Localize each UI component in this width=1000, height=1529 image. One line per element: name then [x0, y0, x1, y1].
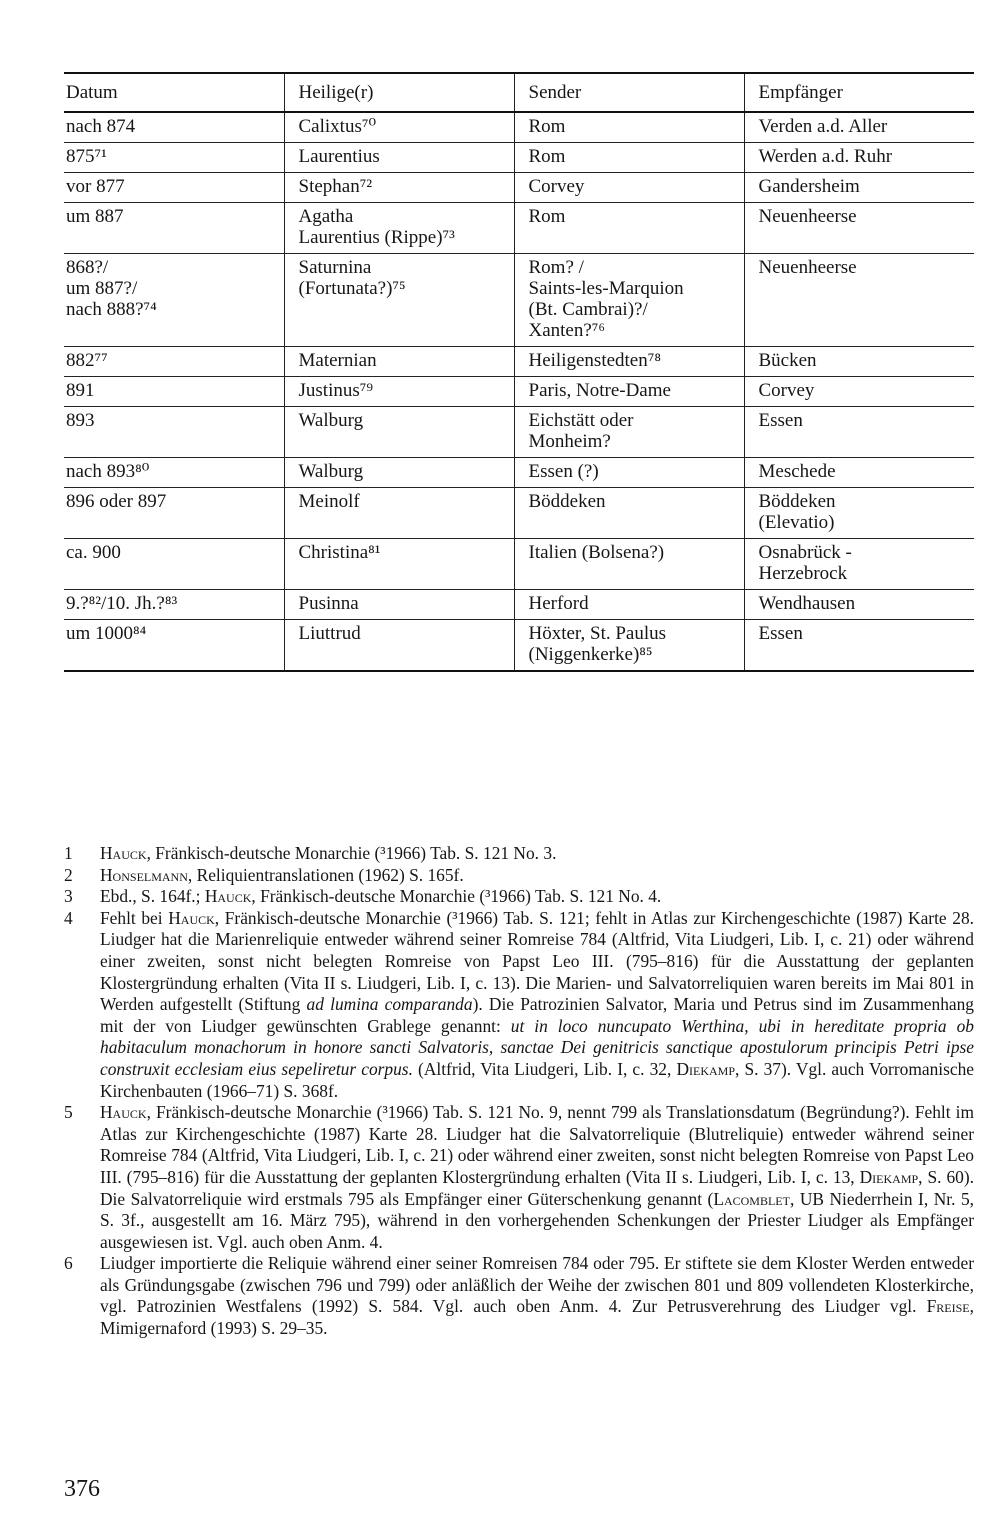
cell-line: Walburg	[298, 461, 364, 482]
footnote	[64, 843, 974, 865]
author-name: Hauck	[204, 886, 252, 907]
cell-line: Maternian	[298, 350, 377, 371]
table-row	[64, 254, 974, 347]
cell-line: 868?/	[66, 257, 109, 278]
cell-line: Eichstätt oder	[528, 410, 634, 431]
cell-line: um 887?/	[66, 278, 138, 299]
cell-empfaenger	[744, 112, 974, 143]
cell-datum	[64, 590, 284, 620]
cell-line: Italien (Bolsena?)	[528, 542, 665, 563]
table-header	[64, 73, 974, 112]
cell-line: 891	[66, 380, 95, 401]
cell-sender	[514, 254, 744, 347]
footnote-segment: , Mimigernaford (1993) S. 29–35.	[100, 1296, 974, 1339]
cell-line: Rom	[528, 206, 566, 227]
footnote-segment: Ebd., S. 164f.;	[100, 886, 205, 907]
cell-empfaenger	[744, 539, 974, 590]
cell-heilige	[284, 590, 514, 620]
cell-sender	[514, 539, 744, 590]
footnote	[64, 886, 974, 908]
cell-empfaenger	[744, 347, 974, 377]
cell-datum	[64, 488, 284, 539]
table-row	[64, 143, 974, 173]
cell-line: Böddeken	[528, 491, 606, 512]
cell-line: Essen (?)	[528, 461, 599, 482]
cell-line: Paris, Notre-Dame	[528, 380, 671, 401]
table-row	[64, 407, 974, 458]
author-name: Lacomblet	[713, 1188, 790, 1209]
cell-line: um 887	[66, 206, 124, 227]
author-name: Diekamp	[859, 1166, 919, 1187]
cell-line: 882⁷⁷	[66, 350, 108, 371]
cell-datum	[64, 203, 284, 254]
cell-line: Justinus⁷⁹	[298, 380, 373, 401]
cell-line: Saints-les-Marquion	[528, 278, 684, 299]
cell-sender	[514, 458, 744, 488]
footnote-segment: , Fränkisch-deutsche Monarchie (³1966) Tab. S. 121 No. 4.	[251, 886, 662, 907]
cell-line: Gandersheim	[758, 176, 860, 197]
cell-datum	[64, 112, 284, 143]
table-row	[64, 203, 974, 254]
cell-sender	[514, 143, 744, 173]
latin-quote: ad lumina comparanda	[306, 994, 473, 1015]
footnote	[64, 865, 974, 887]
cell-line: Corvey	[528, 176, 585, 197]
footnote-segment: , S. 60). Die Salvatorreliquie wird erstmals 795 als Empfänger einer Güterschenkung genannt (	[100, 1166, 974, 1209]
footnote-segment: , Fränkisch-deutsche Monarchie (³1966) Tab. S. 121; fehlt in Atlas zur Kirchengeschichte (1987) Karte 28. Liudger hat die Marienreliquie entweder während seiner Romreise 784 (Altfrid, Vita Liudgeri, Lib. I, c. 21) oder während einer zweiten, sonst nicht belegten Romreise von Papst Leo III. (795–816) für die Ausstattung der geplanten Klostergründung erhalten (Vita II s. Liudgeri, Lib. I, c. 13). Die Marien- und Salvatorreliquien waren bereits im Mai 801 in Werden aufgestellt (Stiftung	[100, 907, 974, 1015]
footnote-segment: , Fränkisch-deutsche Monarchie (³1966) Tab. S. 121 No. 3.	[146, 843, 557, 863]
cell-line: Pusinna	[298, 593, 359, 614]
cell-line: 896 oder 897	[66, 491, 167, 512]
author-name: Hauck	[100, 1102, 147, 1123]
cell-empfaenger	[744, 254, 974, 347]
cell-line: Rom	[528, 116, 566, 137]
footnote-text	[100, 865, 974, 887]
cell-empfaenger	[744, 620, 974, 672]
footnote-segment: , UB Niederrhein I, Nr. 5, S. 3f., ausgestellt am 16. März 795), während in den vorhergehenden Schenkungen der Priester Liudger als Empfänger ausgewiesen ist. Vgl. auch oben Anm. 4.	[100, 1188, 974, 1252]
table-row	[64, 173, 974, 203]
cell-empfaenger	[744, 173, 974, 203]
cell-line: 9.?⁸²/10. Jh.?⁸³	[66, 593, 178, 614]
cell-line: Herzebrock	[758, 563, 848, 584]
cell-datum	[64, 254, 284, 347]
cell-line: nach 874	[66, 116, 136, 137]
footnote-text	[100, 886, 974, 908]
table-row	[64, 539, 974, 590]
relic-translation-table	[64, 72, 974, 672]
cell-line: Heiligenstedten⁷⁸	[528, 350, 661, 371]
cell-sender	[514, 590, 744, 620]
author-name: Honselmann	[100, 864, 188, 885]
cell-line: Rom? /	[528, 257, 584, 278]
table-row	[64, 458, 974, 488]
cell-line: Essen	[758, 623, 803, 644]
footnote-segment: (Altfrid, Vita Liudgeri, Lib. I, c. 32,	[412, 1058, 677, 1079]
cell-heilige	[284, 377, 514, 407]
cell-empfaenger	[744, 590, 974, 620]
cell-heilige	[284, 458, 514, 488]
footnote-number: 5	[64, 1102, 73, 1123]
footnote-segment: Liudger importierte die Reliquie während einer seiner Romreisen 784 oder 795. Er stiftete sie dem Kloster Werden entweder als Gründungsgabe (zwischen 796 und 799) oder anläßlich der Weihe der zwischen 801 und 809 vollendeten Klosterkirche, vgl. Patrozinien Westfalens (1992) S. 584. Vgl. auch oben Anm. 4. Zur Petrusverehrung des Liudger vgl.	[100, 1253, 974, 1317]
cell-heilige	[284, 539, 514, 590]
footnote	[64, 1253, 974, 1339]
cell-sender	[514, 620, 744, 672]
cell-datum	[64, 377, 284, 407]
page-number: 376	[64, 1476, 100, 1502]
cell-sender	[514, 112, 744, 143]
cell-line: Calixtus⁷⁰	[298, 116, 377, 137]
cell-line: Agatha	[298, 206, 354, 227]
cell-line: Meschede	[758, 461, 836, 482]
cell-empfaenger	[744, 458, 974, 488]
cell-line: Bücken	[758, 350, 817, 371]
footnote-number: 2	[64, 864, 73, 885]
table-row	[64, 347, 974, 377]
cell-empfaenger	[744, 377, 974, 407]
cell-datum	[64, 143, 284, 173]
cell-line: (Bt. Cambrai)?/	[528, 299, 648, 320]
cell-line: Christina⁸¹	[298, 542, 381, 563]
cell-line: Höxter, St. Paulus	[528, 623, 667, 644]
cell-line: Liuttrud	[298, 623, 361, 644]
cell-empfaenger	[744, 143, 974, 173]
column-header-heilige: Heilige(r)	[284, 73, 514, 112]
cell-line: um 1000⁸⁴	[66, 623, 147, 644]
footnotes	[64, 843, 974, 1340]
column-header-sender: Sender	[514, 73, 744, 112]
cell-line: Neuenheerse	[758, 206, 857, 227]
cell-line: Saturnina	[298, 257, 372, 278]
cell-line: Walburg	[298, 410, 364, 431]
cell-datum	[64, 173, 284, 203]
footnote-segment: Fehlt bei	[100, 907, 169, 928]
footnote	[64, 908, 974, 1102]
table-row	[64, 620, 974, 672]
cell-line: Monheim?	[528, 431, 611, 452]
cell-line: (Fortunata?)⁷⁵	[298, 278, 406, 299]
cell-heilige	[284, 143, 514, 173]
cell-empfaenger	[744, 488, 974, 539]
cell-datum	[64, 347, 284, 377]
table-header-row	[64, 73, 974, 112]
cell-sender	[514, 488, 744, 539]
cell-datum	[64, 407, 284, 458]
author-name: Hauck	[168, 907, 215, 928]
author-name: Hauck	[100, 843, 147, 863]
cell-line: Osnabrück -	[758, 542, 852, 563]
footnote-segment: ). Die Patrozinien Salvator, Maria und Petrus sind im Zusammenhang mit der von Liudger gewünschten Grablege genannt:	[100, 994, 974, 1036]
cell-line: vor 877	[66, 176, 125, 197]
column-header-datum: Datum	[64, 73, 284, 112]
cell-sender	[514, 347, 744, 377]
author-name: Freise	[926, 1296, 970, 1317]
footnote-segment: , S. 37). Vgl. auch Vorromanische Kirchenbauten (1966–71) S. 368f.	[100, 1058, 975, 1101]
cell-sender	[514, 377, 744, 407]
footnote-number: 3	[64, 886, 73, 907]
footnote-text	[100, 1102, 974, 1253]
cell-line: (Niggenkerke)⁸⁵	[528, 644, 653, 665]
cell-line: nach 893⁸⁰	[66, 461, 150, 482]
cell-sender	[514, 173, 744, 203]
cell-heilige	[284, 173, 514, 203]
cell-heilige	[284, 112, 514, 143]
table-row	[64, 377, 974, 407]
cell-line: Neuenheerse	[758, 257, 857, 278]
cell-line: ca. 900	[66, 542, 121, 563]
cell-heilige	[284, 203, 514, 254]
cell-empfaenger	[744, 203, 974, 254]
cell-line: (Elevatio)	[758, 512, 835, 533]
cell-heilige	[284, 620, 514, 672]
cell-datum	[64, 539, 284, 590]
cell-line: Wendhausen	[758, 593, 856, 614]
author-name: Diekamp	[676, 1058, 736, 1079]
cell-sender	[514, 407, 744, 458]
cell-sender	[514, 203, 744, 254]
table-row	[64, 488, 974, 539]
cell-heilige	[284, 407, 514, 458]
footnote-text	[100, 843, 974, 865]
cell-line: Verden a.d. Aller	[758, 116, 888, 137]
cell-line: Laurentius	[298, 146, 380, 167]
cell-datum	[64, 458, 284, 488]
footnote-text	[100, 908, 974, 1102]
cell-line: 875⁷¹	[66, 146, 107, 167]
cell-line: Stephan⁷²	[298, 176, 373, 197]
table-row	[64, 112, 974, 143]
cell-heilige	[284, 254, 514, 347]
cell-line: Laurentius (Rippe)⁷³	[298, 227, 455, 248]
table-row	[64, 590, 974, 620]
cell-line: Xanten?⁷⁶	[528, 320, 606, 341]
cell-line: Corvey	[758, 380, 815, 401]
footnote	[64, 1102, 974, 1253]
footnote-number: 1	[64, 843, 73, 863]
footnote-segment: , Reliquientranslationen (1962) S. 165f.	[187, 864, 464, 885]
cell-heilige	[284, 488, 514, 539]
cell-line: 893	[66, 410, 95, 431]
cell-line: nach 888?⁷⁴	[66, 299, 157, 320]
cell-line: Meinolf	[298, 491, 360, 512]
cell-line: Böddeken	[758, 491, 836, 512]
footnote-segment: , Fränkisch-deutsche Monarchie (³1966) Tab. S. 121 No. 9, nennt 799 als Translationsdatum (Begründung?). Fehlt im Atlas zur Kirchengeschichte (1987) Karte 28. Liudger hat die Salvatorreliquie (Blutreliquie) entweder während seiner Romreise 784 (Altfrid, Vita Liudgeri, Lib. I, c. 21) oder während einer zweiten, sonst nicht belegten Romreise von Papst Leo III. (795–816) für die Ausstattung der geplanten Klostergründung erhalten (Vita II s. Liudgeri, Lib. I, c. 13,	[100, 1102, 974, 1187]
cell-line: Rom	[528, 146, 566, 167]
cell-datum	[64, 620, 284, 672]
table-body	[64, 112, 974, 671]
cell-line: Essen	[758, 410, 803, 431]
latin-quote: ut in loco nuncupato Werthina, ubi in hereditate propria ob habitaculum monachorum in honore sancti Salvatoris, sanctae Dei genitricis sanctique apostulorum principis Petri ipse construxit ecclesiam eius sepeliretur corpus.	[100, 1015, 974, 1079]
footnote-text	[100, 1253, 974, 1339]
cell-heilige	[284, 347, 514, 377]
column-header-empfaenger: Empfänger	[744, 73, 974, 112]
footnote-number: 4	[64, 907, 73, 928]
cell-line: Werden a.d. Ruhr	[758, 146, 893, 167]
cell-line: Herford	[528, 593, 589, 614]
footnote-number: 6	[64, 1253, 73, 1274]
cell-empfaenger	[744, 407, 974, 458]
